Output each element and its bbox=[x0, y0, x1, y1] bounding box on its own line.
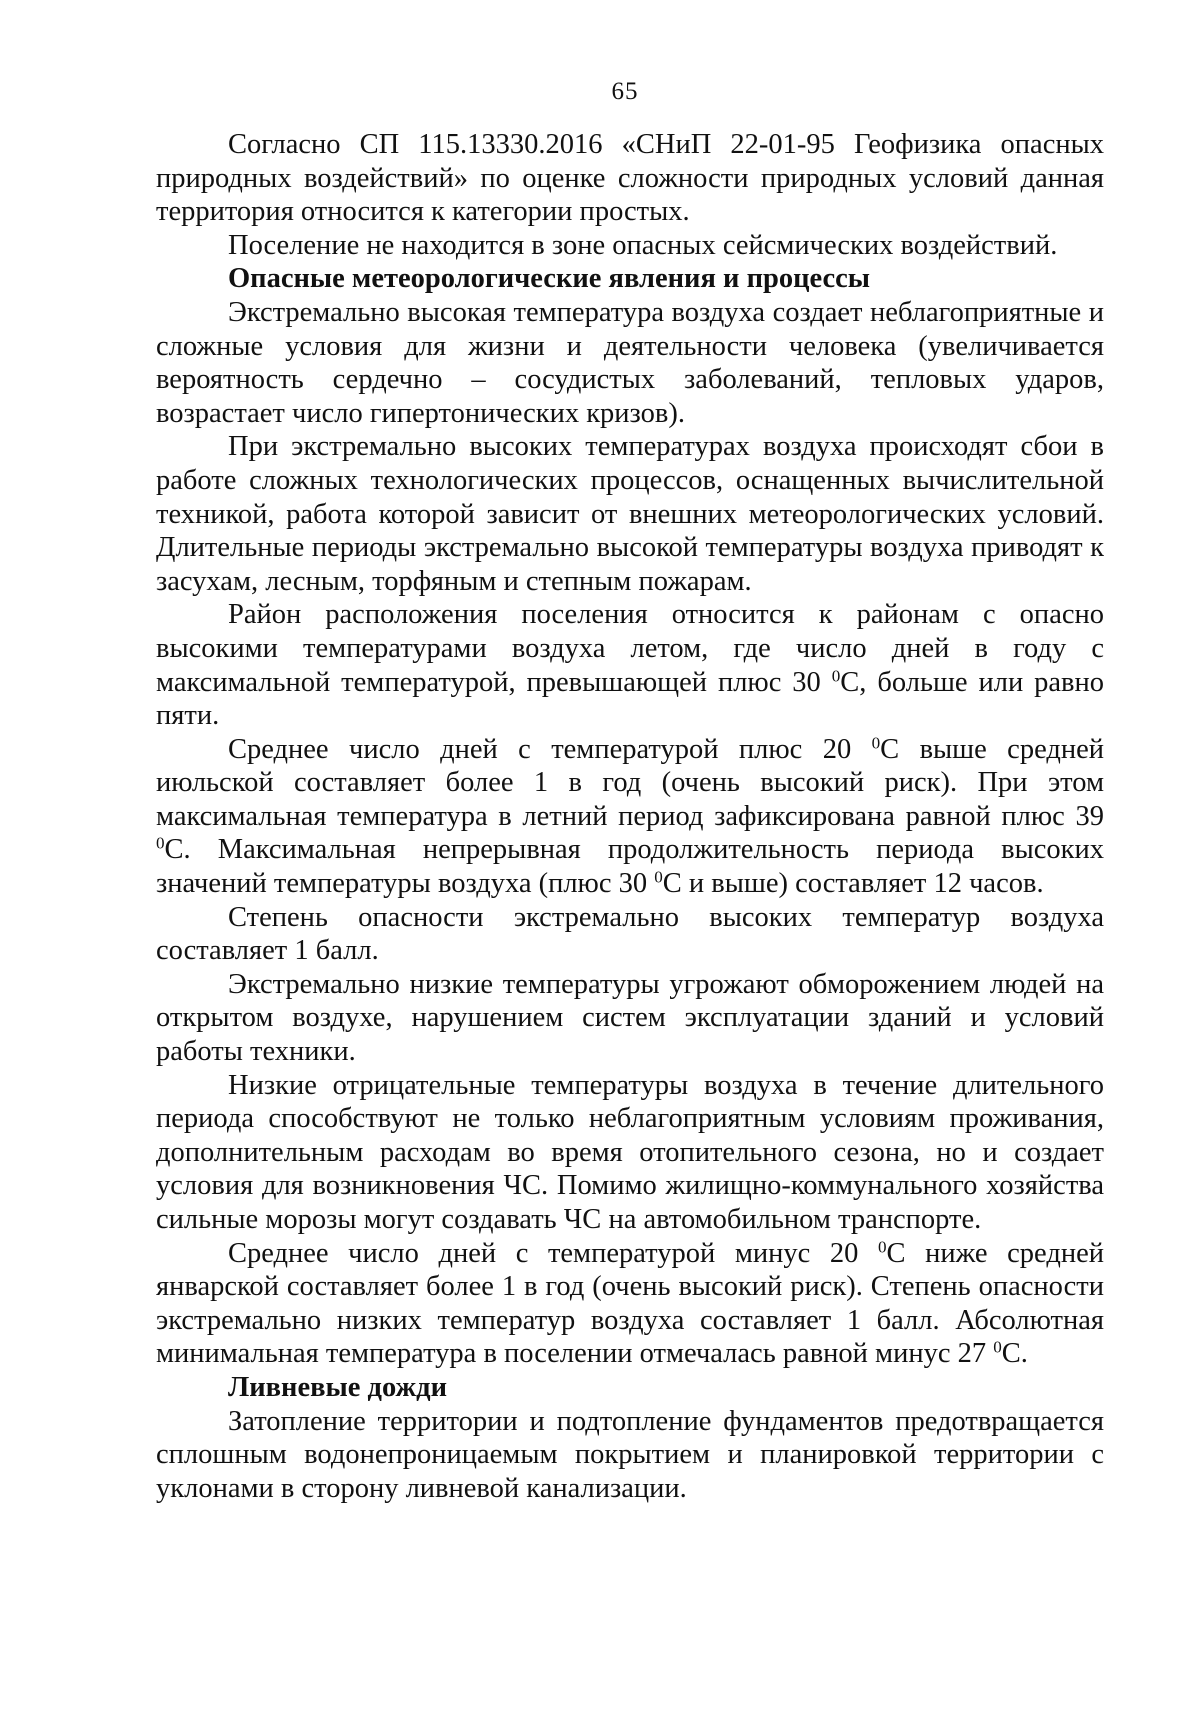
paragraph-extreme-heat-conditions: Экстремально высокая температура воздуха создает неблагоприятные и сложные условия для жизни и деятельности человека (увеличивается вероятность сердечно – сосудистых заболеваний, тепловых ударов, возрастает число гипертонических кризов). bbox=[156, 296, 1104, 429]
paragraph-extreme-heat-technology: При экстремально высоких температурах воздуха происходят сбои в работе сложных технологических процессов, оснащенных вычислительной техникой, работа которой зависит от внешних метеорологических условий. Длительные периоды экстремально высокой температуры воздуха приводят к засухам, лесным, торфяным и степным пожарам. bbox=[156, 431, 1104, 597]
degree-sign: 0 bbox=[831, 666, 841, 686]
degree-sign: 0 bbox=[877, 1237, 887, 1257]
degree-sign: 0 bbox=[993, 1337, 1002, 1357]
page-number: 65 bbox=[611, 78, 639, 105]
degree-sign: 0 bbox=[156, 834, 165, 854]
paragraph-cold-consequences: Низкие отрицательные температуры воздуха в течение длительного периода способствуют не только неблагоприятным условиям проживания, дополнительным расходам во время отопительного сезона, но и создает условия для возникновения ЧС. Помимо жилищно-коммунального хозяйства сильные морозы могут создавать ЧС на автомобильном транспорте. bbox=[156, 1069, 1104, 1235]
paragraph-geophysics-category: Согласно СП 115.13330.2016 «СНиП 22-01-95 Геофизика опасных природных воздействий» по оценке сложности природных условий данная территория относится к категории простых. bbox=[156, 129, 1104, 228]
paragraph-cold-days-statistics: Среднее число дней с температурой минус 20 $^0$С ниже средней январской составляет более 1 в год (очень высокий риск). Степень опасности экстремально низких температур воздуха составляет 1 балл. Абсолютная минимальная температура в поселении отмечалась равной минус 27 $^0$С. bbox=[156, 1237, 1104, 1370]
paragraph-seismic-zone: Поселение не находится в зоне опасных сейсмических воздействий. bbox=[228, 229, 1058, 261]
paragraph-extreme-cold-threats: Экстремально низкие температуры угрожают обморожением людей на открытом воздухе, нарушением систем эксплуатации зданий и условий работы техники. bbox=[156, 968, 1104, 1068]
paragraph-hot-district: Район расположения поселения относится к районам с опасно высокими температурами воздуха летом, где число дней в году с максимальной температурой, превышающей плюс 30 $^0$С, больше или равно пяти. bbox=[156, 599, 1104, 732]
paragraph-hot-days-statistics: Среднее число дней с температурой плюс 20 $^0$С выше средней июльской составляет более 1 в год (очень высокий риск). При этом максимальная температура в летний период зафиксирована равной плюс 39 $^0$С. Максимальная непрерывная продолжительность периода высоких значений температуры воздуха (плюс 30 $^0$С и выше) составляет 12 часов. bbox=[156, 733, 1104, 900]
degree-sign: 0 bbox=[654, 867, 663, 887]
heading-meteorological-hazards: Опасные метеорологические явления и процессы bbox=[228, 263, 871, 295]
paragraph-heat-hazard-level: Степень опасности экстремально высоких температур воздуха составляет 1 балл. bbox=[156, 901, 1104, 967]
document-body bbox=[156, 128, 1104, 1505]
paragraph-flood-prevention: Затопление территории и подтопление фундаментов предотвращается сплошным водонепроницаемым покрытием и планировкой территории с уклонами в сторону ливневой канализации. bbox=[156, 1405, 1104, 1504]
heading-heavy-rains: Ливневые дожди bbox=[228, 1371, 447, 1403]
degree-sign: 0 bbox=[871, 733, 881, 753]
